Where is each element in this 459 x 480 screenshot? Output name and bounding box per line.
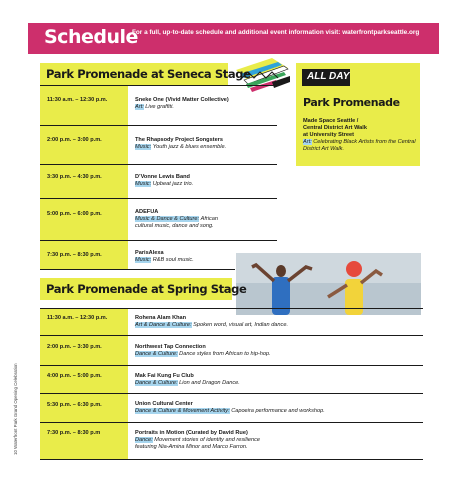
act-name: Rohena Alam Khan xyxy=(135,315,187,321)
act-name: Union Cultural Center xyxy=(135,401,193,407)
act-name: D’Vonne Lewis Band xyxy=(135,174,190,180)
row-divider xyxy=(40,393,423,394)
act-description: Movement stories of identity and resilience xyxy=(154,437,261,443)
category-tag: Art: xyxy=(303,139,312,145)
act-description: Youth jazz & blues ensemble. xyxy=(152,144,227,150)
act-name: Portraits in Motion (Curated by David Rue) xyxy=(135,430,248,436)
row-divider xyxy=(40,240,277,241)
stage-title-text: Park Promenade at Seneca Stage xyxy=(46,67,251,81)
time-slot: 5:00 p.m. – 6:00 p.m. xyxy=(47,211,102,217)
all-day-details xyxy=(303,118,418,153)
all-day-title: Park Promenade xyxy=(303,96,400,109)
act-description: Upbeat jazz trio. xyxy=(152,181,194,187)
stage-title-seneca xyxy=(40,63,251,85)
act-name: Northwest Tap Connection xyxy=(135,344,206,350)
org-name: Central District Art Walk xyxy=(303,125,367,131)
row-divider xyxy=(40,269,235,270)
all-day-badge: ALL DAY xyxy=(302,69,350,86)
schedule-entry xyxy=(135,174,385,188)
act-description: Lion and Dragon Dance. xyxy=(179,380,240,386)
act-description: Spoken word, visual art, Indian dance. xyxy=(193,322,288,328)
schedule-entry xyxy=(135,401,425,415)
category-tag: Music: xyxy=(135,144,152,150)
org-name: Made Space Seattle / xyxy=(303,118,359,124)
time-slot: 5:30 p.m. – 6:30 p.m. xyxy=(47,402,102,408)
act-name: Sneke One (Vivid Matter Collective) xyxy=(135,97,229,103)
category-tag: Dance & Culture: xyxy=(135,351,178,357)
page-title: Schedule xyxy=(44,26,138,48)
category-tag: Art: xyxy=(135,104,144,110)
schedule-entry xyxy=(135,209,385,230)
all-day-description: Celebrating Black Artists from the Central District Art Walk. xyxy=(303,139,416,152)
act-name: Mak Fai Kung Fu Club xyxy=(135,373,194,379)
act-description-cont: featuring Nia-Amina Minor and Marco Farron. xyxy=(135,444,248,450)
row-divider xyxy=(40,308,423,309)
dancers-photo xyxy=(236,253,421,315)
schedule-entry xyxy=(135,315,385,329)
schedule-entry xyxy=(135,344,385,358)
row-divider xyxy=(40,335,423,336)
category-tag: Music: xyxy=(135,181,152,187)
category-tag: Art & Dance & Culture: xyxy=(135,322,192,328)
category-tag: Dance: xyxy=(135,437,153,443)
time-slot: 11:30 a.m. – 12:30 p.m. xyxy=(47,315,108,321)
row-divider xyxy=(40,459,423,460)
time-slot: 7:30 p.m. – 8:30 p.m xyxy=(47,430,101,436)
row-divider xyxy=(40,365,423,366)
row-divider xyxy=(40,85,277,86)
header-note: For a full, up-to-date schedule and additional event information visit: waterfrontparkseattle.org xyxy=(132,29,420,36)
time-column xyxy=(40,308,128,459)
category-tag: Dance & Culture & Movement Activity: xyxy=(135,408,230,414)
act-description: Capoeira performance and workshop. xyxy=(231,408,325,414)
schedule-entry xyxy=(135,430,385,451)
stage-title-text: Park Promenade at Spring Stage xyxy=(46,282,247,296)
act-name: The Rhapsody Project Songsters xyxy=(135,137,223,143)
row-divider xyxy=(40,422,423,423)
act-description-cont: cultural music, dance and song. xyxy=(135,223,214,229)
schedule-entry xyxy=(135,250,230,264)
row-divider xyxy=(40,198,277,199)
schedule-entry xyxy=(135,373,385,387)
time-slot: 3:30 p.m. – 4:30 p.m. xyxy=(47,174,102,180)
page-footer-caption: 10 Waterfront Park Grand Opening Celebration xyxy=(13,363,18,455)
act-description: African xyxy=(200,216,219,222)
row-divider xyxy=(40,164,277,165)
act-name: ADEFUA xyxy=(135,209,159,215)
time-slot: 4:00 p.m. – 5:00 p.m. xyxy=(47,373,102,379)
time-slot: 2:00 p.m. – 3:00 p.m. xyxy=(47,137,102,143)
stage-title-spring xyxy=(40,278,247,300)
row-divider xyxy=(40,125,277,126)
time-slot: 7:30 p.m. – 8:30 p.m. xyxy=(47,252,102,258)
time-slot: 2:00 p.m. – 3:30 p.m. xyxy=(47,344,102,350)
category-tag: Dance & Culture: xyxy=(135,380,178,386)
category-tag: Music: xyxy=(135,257,152,263)
schedule-header xyxy=(28,23,439,54)
org-name: at University Street xyxy=(303,132,354,138)
act-description: Live graffiti. xyxy=(145,104,174,110)
act-description: R&B soul music. xyxy=(152,257,194,263)
act-name: ParisAlexa xyxy=(135,250,164,256)
act-description: Dance styles from African to hip-hop. xyxy=(179,351,271,357)
category-tag: Music & Dance & Culture: xyxy=(135,216,200,222)
time-slot: 11:30 a.m. – 12:30 p.m. xyxy=(47,97,108,103)
